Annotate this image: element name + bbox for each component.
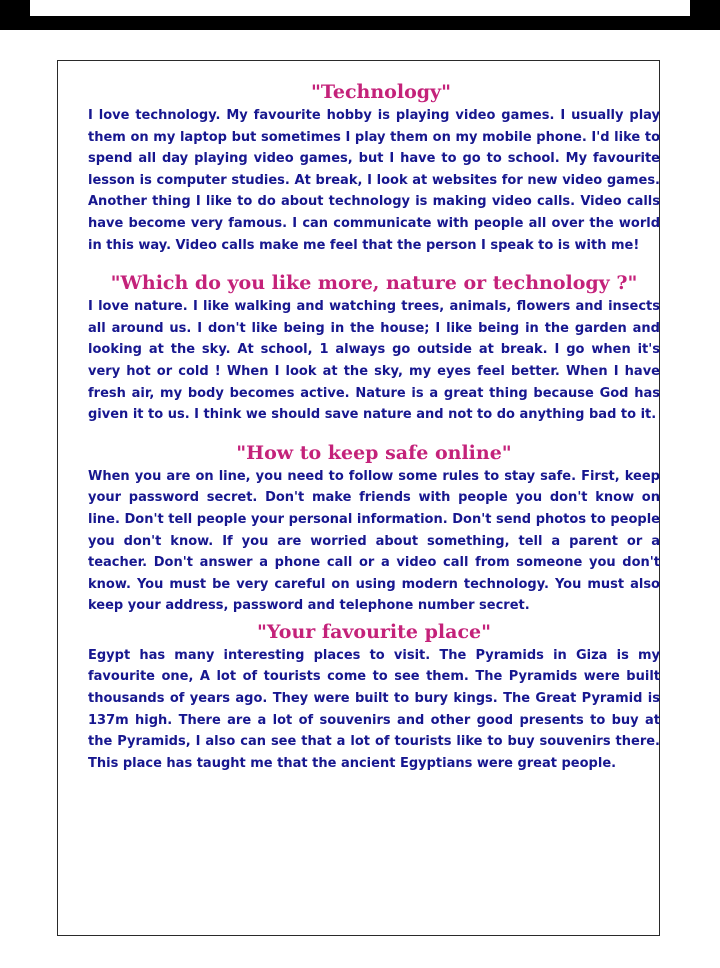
section-nature-or-technology <box>88 270 660 426</box>
section-title: "Technology" <box>311 81 451 103</box>
top-paper-edge <box>30 0 690 16</box>
section-paragraph: When you are on line, you need to follow some rules to stay safe. First, keep your password secret. Don't make friends with people you don't know on line. Don't tell people your personal information. Don't send photos to people you don't know. If you are worried about something, tell a parent or a teacher. Don't answer a phone call or a video call from someone you don't know. You must be very careful on using modern technology. You must also keep your address, password and telephone number secret. <box>88 468 660 614</box>
section-paragraph: I love technology. My favourite hobby is playing video games. I usually play them on my laptop but sometimes I play them on my mobile phone. I'd like to spend all day playing video games, but I have to go to school. My favourite lesson is computer studies. At break, I look at websites for new video games. Another thing I like to do about technology is making video calls. Video calls have become very famous. I can communicate with people all over the world in this way. Video calls make me feel that the person I speak to is with me! <box>88 108 660 253</box>
section-keep-safe-online <box>88 440 660 617</box>
section-title: "Your favourite place" <box>256 620 491 643</box>
section-paragraph: I love nature. I like walking and watching trees, animals, flowers and insects all around us. I don't like being in the house; I like being in the garden and looking at the sky. At school, 1 always go outside at break. I go when it's very hot or cold ! When I look at the sky, my eyes feel better. When I have fresh air, my body becomes active. Nature is a great thing because God has given it to us. I think we should save nature and not to do anything bad to it. <box>88 299 660 423</box>
section-technology <box>88 79 660 256</box>
section-paragraph: Egypt has many interesting places to visit. The Pyramids in Giza is my favourite one, A lot of tourists come to see them. The Pyramids were built thousands of years ago. They were built to bury kings. The Great Pyramid is 137m high. There are a lot of souvenirs and other good presents to buy at the Pyramids, I also can see that a lot of tourists like to buy souvenirs there. This place has taught me that the ancient Egyptians were great people. <box>88 647 660 771</box>
section-title: "Which do you like more, nature or technology ?" <box>110 272 638 295</box>
document-content <box>88 79 660 774</box>
section-title: "How to keep safe online" <box>236 441 512 464</box>
section-favourite-place <box>88 619 660 775</box>
